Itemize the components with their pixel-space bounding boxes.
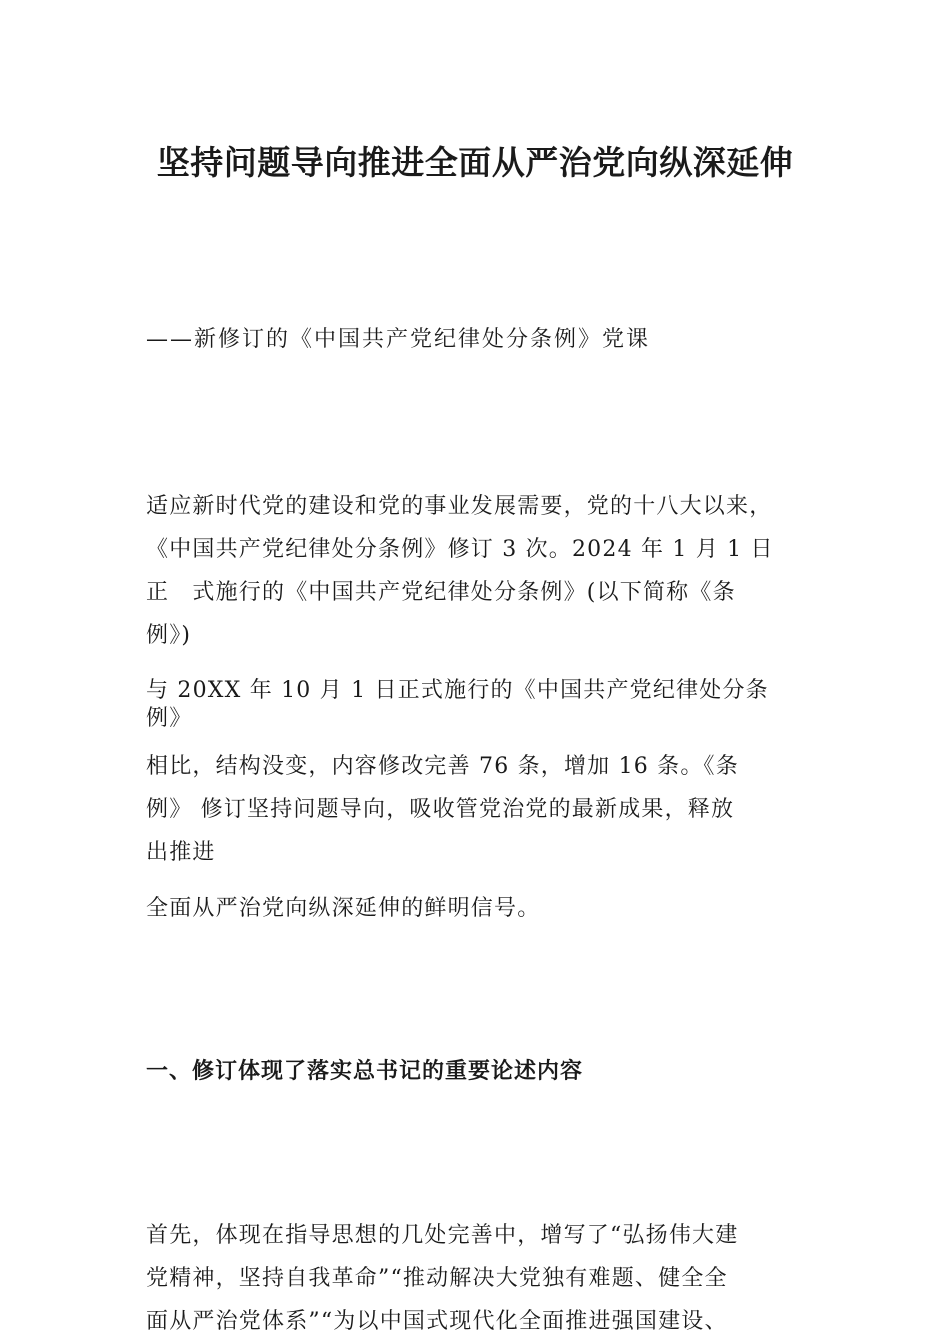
paragraph-line: 全面从严治党向纵深延伸的鲜明信号。 [146, 896, 541, 921]
paragraph-line: 例》 修订坚持问题导向，吸收管党治党的最新成果，释放 [146, 797, 735, 822]
paragraph-line: 与 20XX 年 10 月 1 日正式施行的《中国共产党纪律处分条 [146, 678, 769, 703]
paragraph-line: 首先，体现在指导思想的几处完善中，增写了“弘扬伟大建 [146, 1223, 739, 1248]
paragraph-line: 党精神，坚持自我革命”“推动解决大党独有难题、健全全 [146, 1266, 728, 1291]
paragraph-line: 面从严治党体系”“为以中国式现代化全面推进强国建设、 [146, 1309, 728, 1334]
paragraph-line: 出推进 [146, 840, 216, 865]
paragraph-line: 适应新时代党的建设和党的事业发展需要，党的十八大以来， [146, 494, 773, 519]
section-heading: 一、修订体现了落实总书记的重要论述内容 [146, 1059, 584, 1084]
paragraph-line: 《中国共产党纪律处分条例》修订 3 次。2024 年 1 月 1 日 [146, 537, 774, 562]
paragraph-line: 例》) [146, 623, 192, 648]
document-subtitle: ——新修订的《中国共产党纪律处分条例》党课 [146, 327, 651, 352]
document-title: 坚持问题导向推进全面从严治党向纵深延伸 [156, 143, 794, 183]
paragraph-line: 正 式施行的《中国共产党纪律处分条例》(以下简称《条 [146, 580, 736, 605]
paragraph-line: 例》 [146, 706, 193, 731]
paragraph-line: 相比，结构没变，内容修改完善 76 条，增加 16 条。《条 [146, 754, 739, 779]
